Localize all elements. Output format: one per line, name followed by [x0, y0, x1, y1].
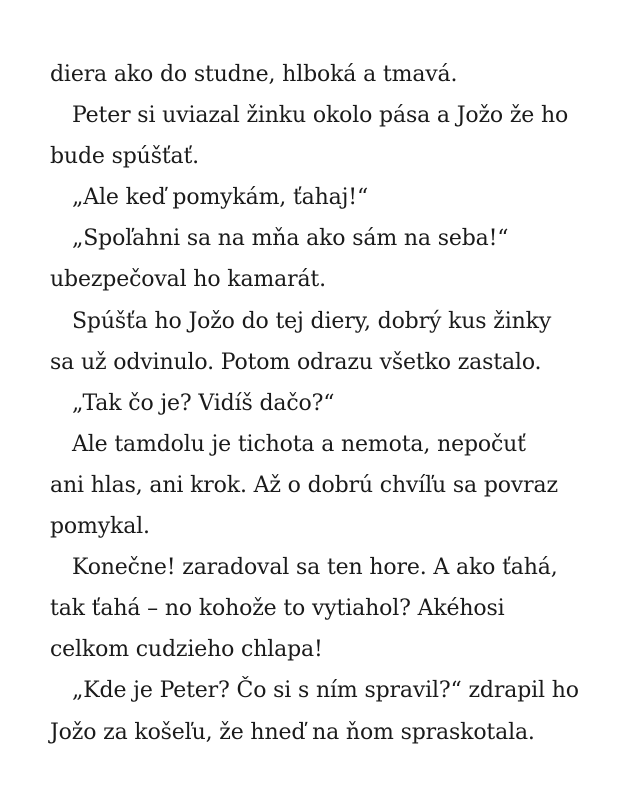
text-line: celkom cudzieho chlapa! — [50, 637, 323, 663]
text-line: „Spoľahni sa na mňa ako sám na seba!“ — [72, 226, 509, 252]
text-line: pomykal. — [50, 514, 150, 540]
text-line: bude spúšťať. — [50, 144, 200, 170]
text-line: Konečne! zaradoval sa ten hore. A ako ťahá, — [72, 555, 558, 581]
text-line: „Ale keď pomykám, ťahaj!“ — [72, 185, 369, 211]
story-text — [50, 54, 610, 753]
text-line: diera ako do studne, hlboká a tmavá. — [50, 62, 458, 87]
text-line: „Kde je Peter? Čo si s ním spravil?“ zdrapil ho — [72, 678, 579, 704]
text-line: ani hlas, ani krok. Až o dobrú chvíľu sa povraz — [50, 472, 558, 498]
text-line: ubezpečoval ho kamarát. — [50, 267, 326, 293]
text-line: Peter si uviazal žinku okolo pása a Jožo že ho — [72, 103, 569, 129]
text-line: sa už odvinulo. Potom odrazu všetko zastalo. — [50, 349, 542, 375]
text-line: Spúšťa ho Jožo do tej diery, dobrý kus žinky — [72, 308, 552, 334]
text-line: tak ťahá – no kohože to vytiahol? Akéhosi — [50, 596, 505, 622]
text-line: Ale tamdolu je tichota a nemota, nepočuť — [72, 431, 526, 457]
text-line: „Tak čo je? Vidíš dačo?“ — [72, 390, 335, 416]
text-line: Jožo za košeľu, že hneď na ňom spraskotala. — [50, 719, 535, 745]
